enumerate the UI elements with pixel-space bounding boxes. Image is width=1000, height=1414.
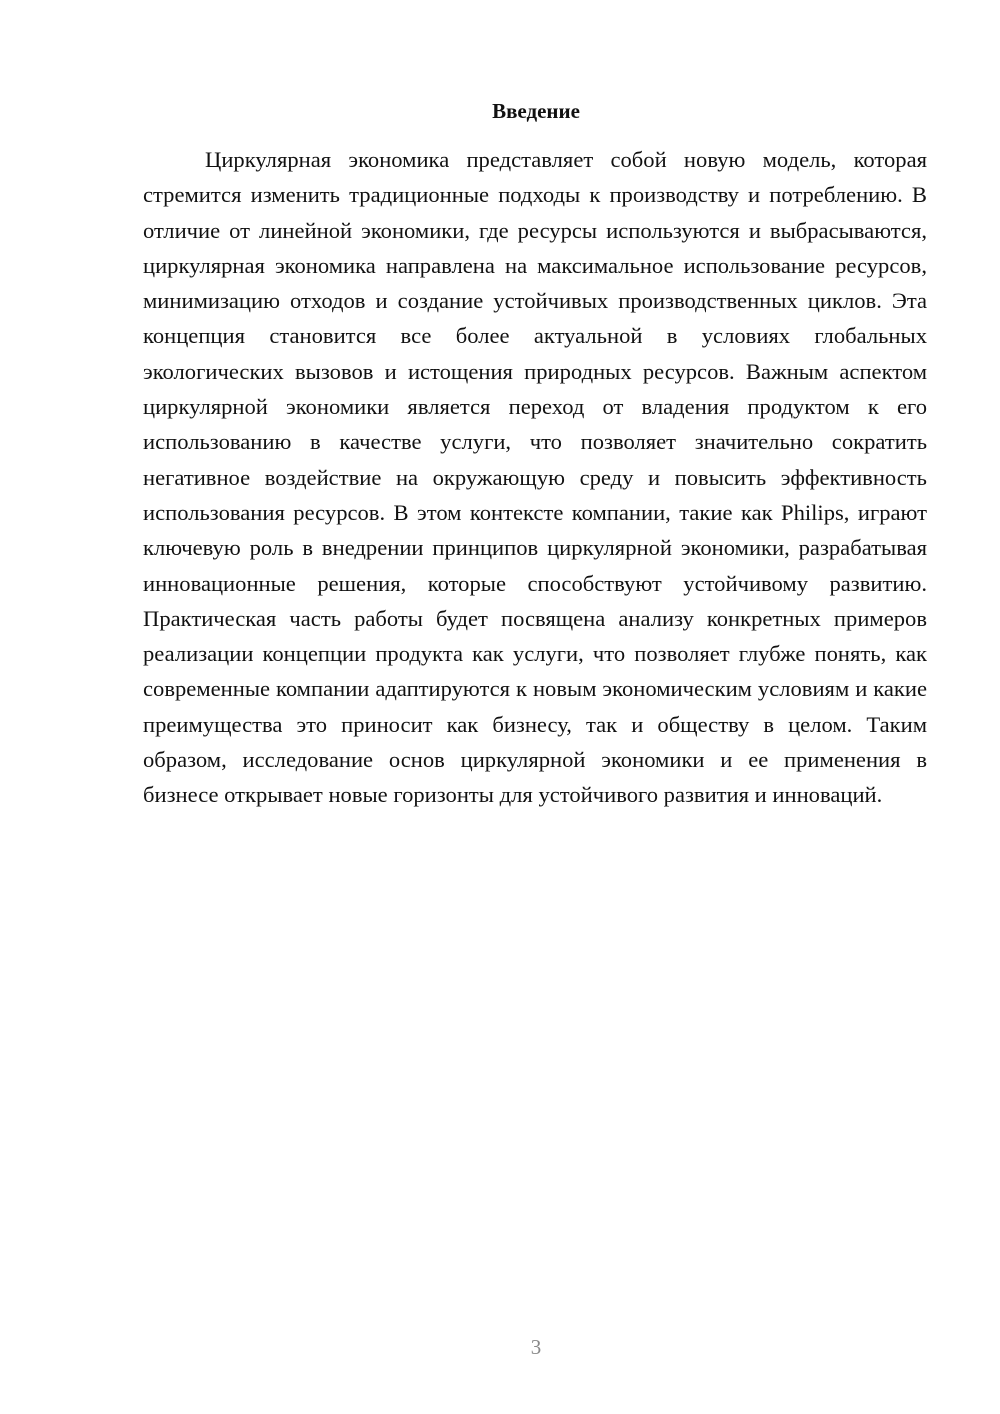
page-number: 3 <box>530 1335 542 1359</box>
section-heading: Введение <box>492 99 580 123</box>
body-paragraph: Циркулярная экономика представляет собой новую модель, которая стремится изменить традиционные подходы к производству и потреблению. В отличие от линейной экономики, где ресурсы используются и выбрасываются, циркулярная экономика направлена на максимальное использование ресурсов, минимизацию отходов и создание устойчивых производственных циклов. Эта концепция становится все более актуальной в условиях глобальных экологических вызовов и истощения природных ресурсов. Важным аспектом циркулярной экономики является переход от владения продуктом к его использованию в качестве услуги, что позволяет значительно сократить негативное воздействие на окружающую среду и повысить эффективность использования ресурсов. В этом контексте компании, такие как Philips, играют ключевую роль в внедрении принципов циркулярной экономики, разрабатывая инновационные решения, которые способствуют устойчивому развитию. Практическая часть работы будет посвящена анализу конкретных примеров реализации концепции продукта как услуги, что позволяет глубже понять, как современные компании адаптируются к новым экономическим условиям и какие преимущества это приносит как бизнесу, так и обществу в целом. Таким образом, исследование основ циркулярной экономики и ее применения в бизнесе открывает новые горизонты для устойчивого развития и инноваций. <box>143 147 927 808</box>
